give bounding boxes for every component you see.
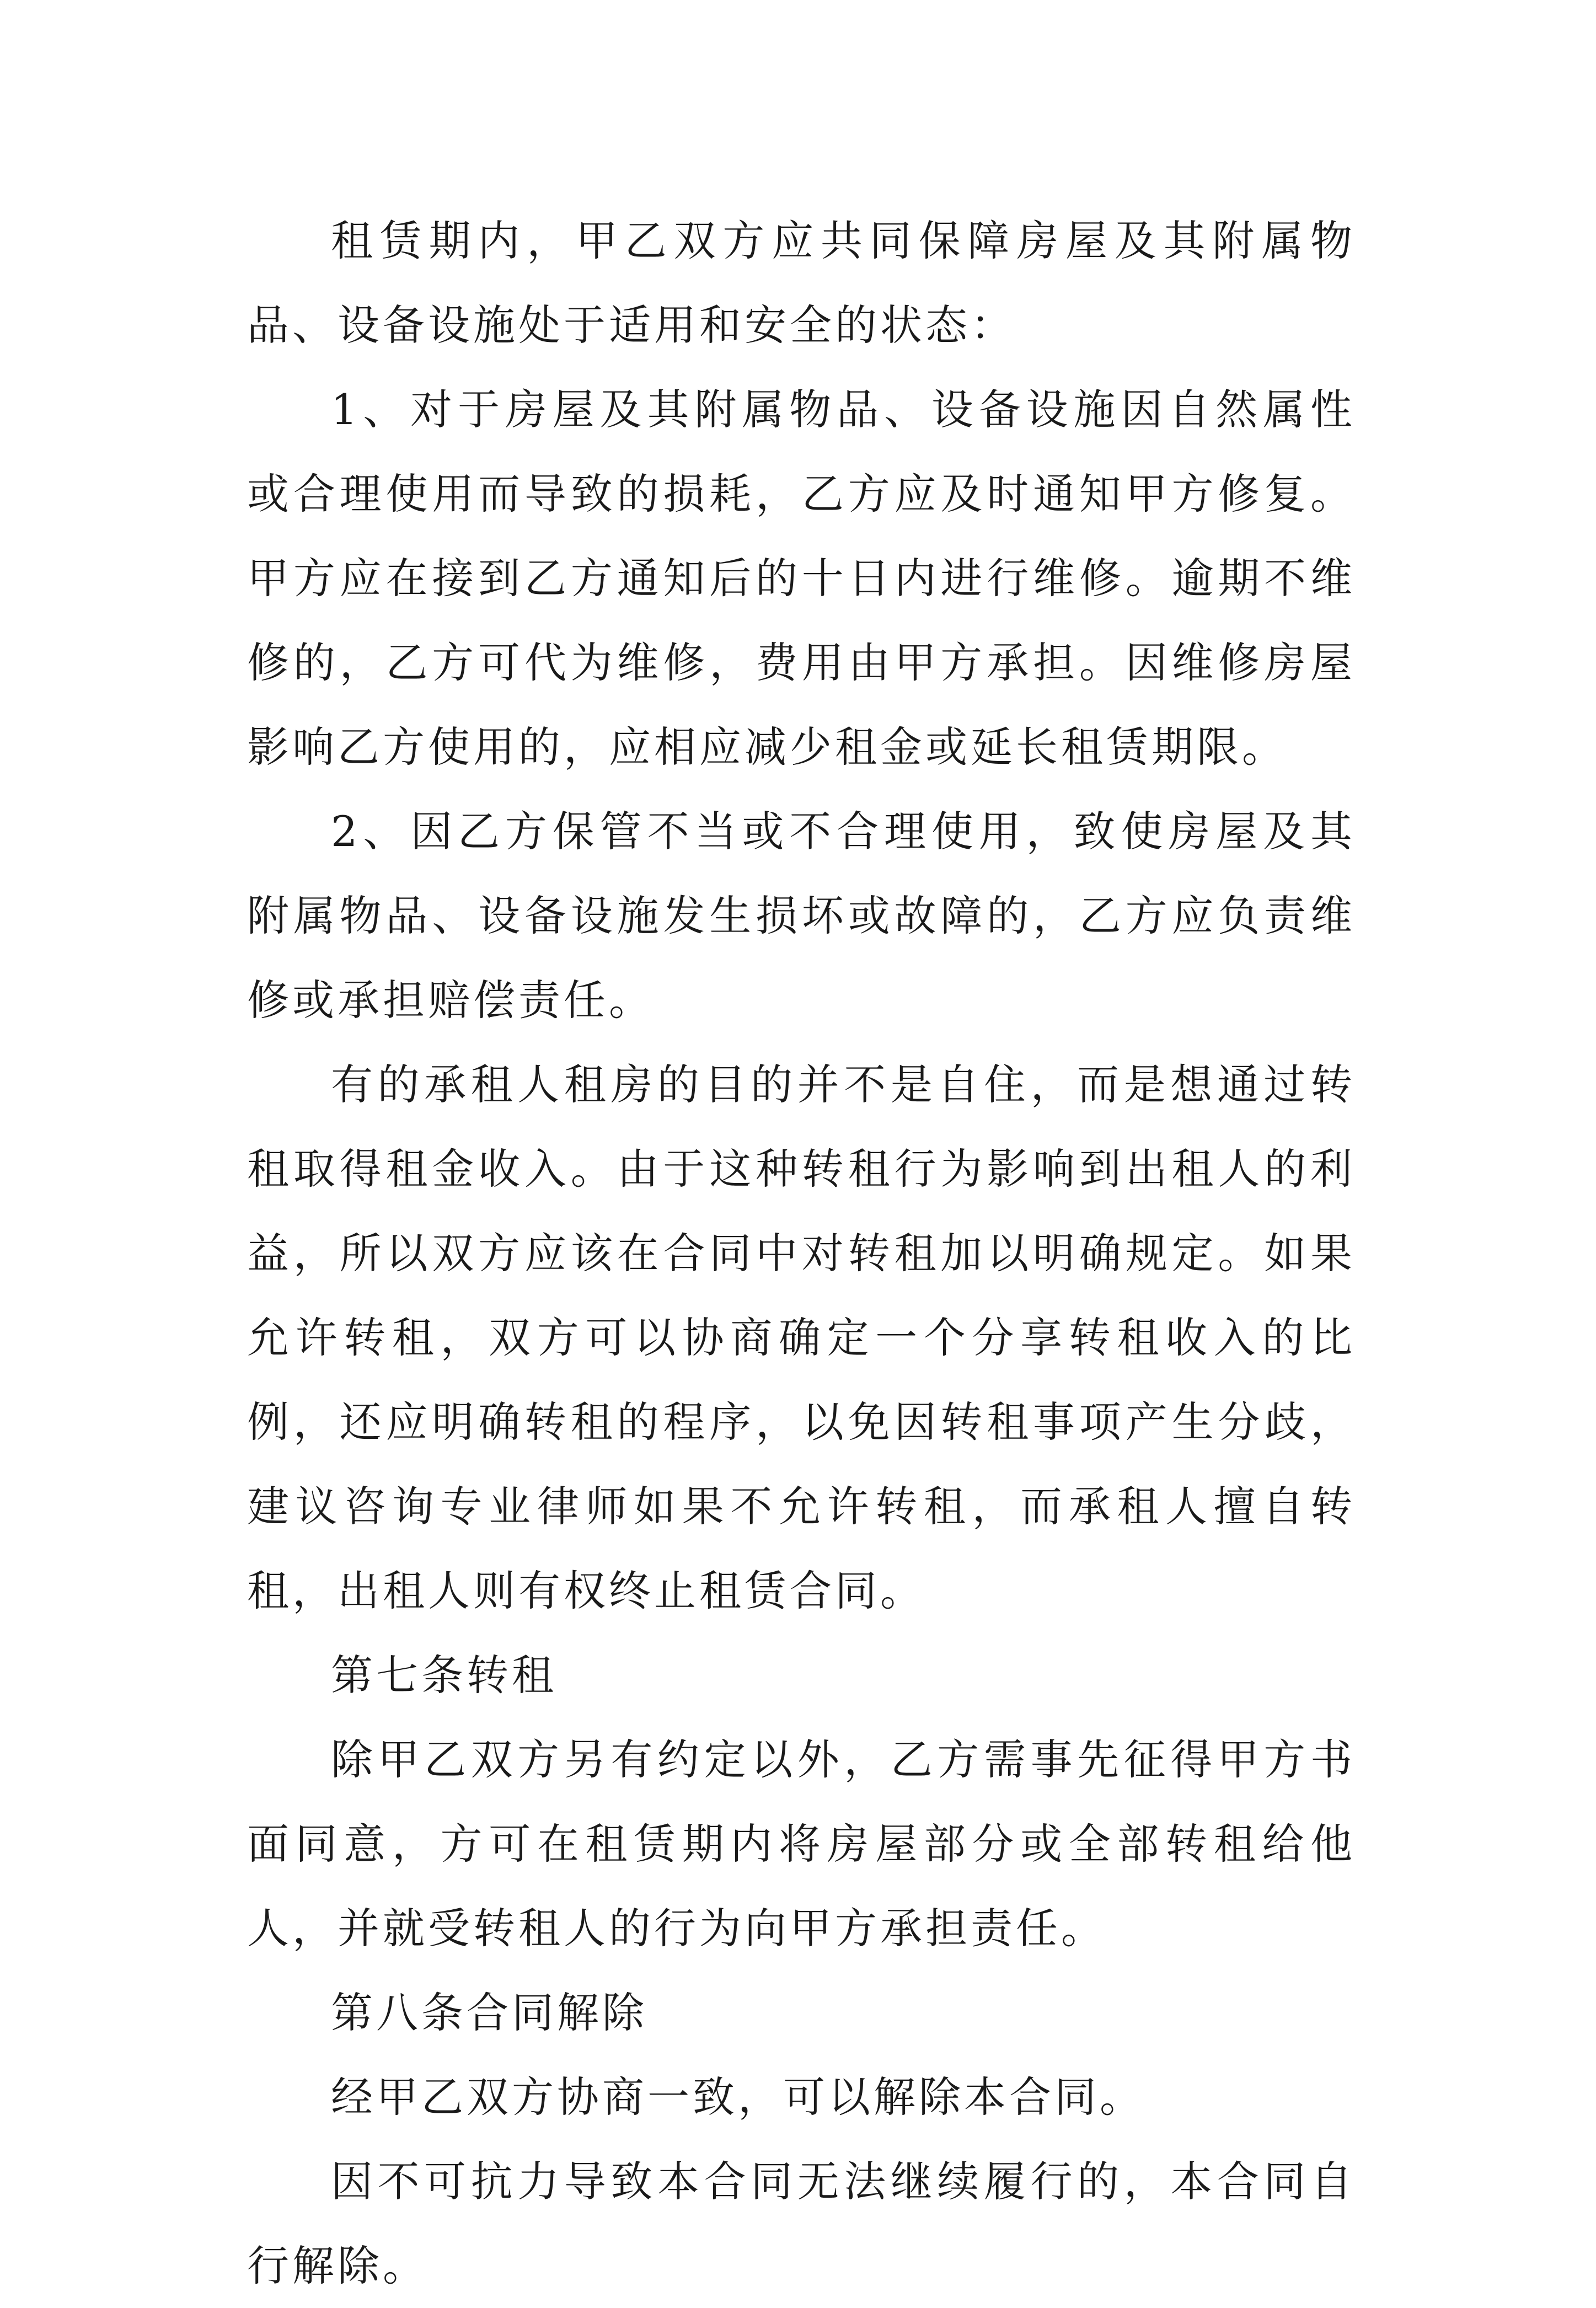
document-body: [247, 199, 1356, 2308]
section-heading-article-7: 第七条转租: [331, 1651, 557, 1700]
paragraph: 2、因乙方保管不当或不合理使用，致使房屋及其附属物品、设备设施发生损坏或故障的，乙方应负责维修或承担赔偿责任。: [247, 807, 1356, 1025]
paragraph: 1、对于房屋及其附属物品、设备设施因自然属性或合理使用而导致的损耗，乙方应及时通知甲方修复。甲方应在接到乙方通知后的十日内进行维修。逾期不维修的，乙方可代为维修，费用由甲方承担。因维修房屋影响乙方使用的，应相应减少租金或延长租赁期限。: [247, 385, 1356, 772]
paragraph: 经甲乙双方协商一致，可以解除本合同。: [331, 2073, 1145, 2122]
paragraph: 租赁期内，甲乙双方应共同保障房屋及其附属物品、设备设施处于适用和安全的状态：: [247, 216, 1356, 350]
paragraph: 有的承租人租房的目的并不是自住，而是想通过转租取得租金收入。由于这种转租行为影响到出租人的利益，所以双方应该在合同中对转租加以明确规定。如果允许转租，双方可以协商确定一个分享转租收入的比例，还应明确转租的程序，以免因转租事项产生分歧，建议咨询专业律师如果不允许转租，而承租人擅自转租，出租人则有权终止租赁合同。: [247, 1060, 1356, 1615]
paragraph: 除甲乙双方另有约定以外，乙方需事先征得甲方书面同意，方可在租赁期内将房屋部分或全部转租给他人，并就受转租人的行为向甲方承担责任。: [247, 1735, 1356, 1953]
paragraph: 因不可抗力导致本合同无法继续履行的，本合同自行解除。: [247, 2157, 1356, 2290]
section-heading-article-8: 第八条合同解除: [331, 1988, 647, 2037]
